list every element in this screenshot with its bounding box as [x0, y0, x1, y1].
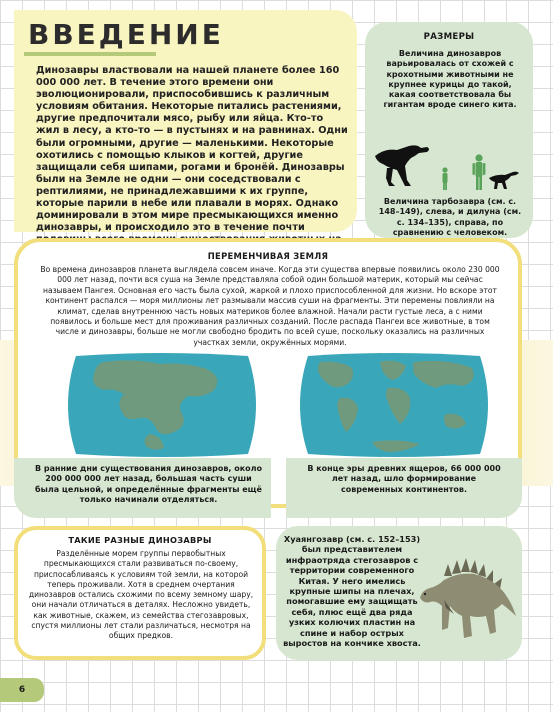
sizes-heading: РАЗМЕРЫ	[423, 32, 475, 42]
huayangosaurus-paragraph: Хуаянгозавр (см. с. 152–153) был представителем инфраотряда стегозавров с территории современного Китая. У него имелись крупные шипы на плечах, помогавшие ему защищать себя, плюс ещё два ряда узких колючих пластин на спине и набор острых выростов на кончике хвоста.	[283, 534, 421, 649]
human-silhouette	[473, 154, 486, 190]
human-silhouette	[442, 167, 447, 190]
huayangosaurus-panel	[276, 526, 522, 660]
tarbosaurus-silhouette	[375, 145, 429, 186]
dinosaur-body	[420, 574, 516, 638]
dinosaur-eye	[424, 593, 426, 595]
size-comparison-illustration	[371, 134, 527, 194]
changing-earth-heading: ПЕРЕМЕНЧИВАЯ ЗЕМЛЯ	[207, 251, 329, 261]
dilong-silhouette	[489, 172, 519, 189]
map-caption-left: В ранние дни существования динозавров, около 200 000 000 лет назад, большая часть суши была цельной, и определённые фрагменты ещё только начинали отделяться.	[14, 458, 271, 518]
pangea-map	[64, 352, 260, 458]
changing-earth-paragraph: Во времена динозавров планета выглядела совсем иначе. Когда эти существа впервые появились около 230 000 000 лет назад, почти вся суша на Земле представляла собой один большой материк, который мы сейчас называем Пангея. Основная его часть была сухой, жаркой и плохо приспособленной для жизни. Но вскоре этот континент распался — моря миллионы лет размывали массив суши на фрагменты. Эти перемены повлияли на климат, сделав внутреннюю часть новых материков более влажной. Начали расти густые леса, а с ними появилось и больше мест для проживания различных созданий. После распада Пангеи все животные, в том числе и динозавры, больше не могли свободно бродить по всей суше, поскольку оказались на различных участках земли, окружённых морями.	[40, 265, 500, 347]
intro-panel	[14, 10, 357, 232]
page-title: ВВЕДЕНИЕ	[24, 16, 234, 53]
sizes-caption: Величина тарбозавра (см. с. 148–149), слева, и дилуна (см. с. 134–135), справа, по сравнению с человеком.	[378, 197, 522, 237]
different-dinosaurs-heading: ТАКИЕ РАЗНЫЕ ДИНОЗАВРЫ	[68, 535, 212, 545]
huayangosaurus-illustration	[414, 536, 518, 648]
intro-paragraph: Динозавры властвовали на нашей планете более 160 000 000 лет. В течение этого времени они эволюционировали, приспособившись к различным условиям обитания. Некоторые питались растениями, другие предпочитали мясо, рыбу или яйца. Кто-то жил в лесу, а кто-то — в пустынях и на равнинах. Одни были огромными, другие — маленькими. Некоторые охотились с помощью клыков и когтей, другие защищали себя шипами, рогами и бронёй. Динозавры были на Земле не одни — они соседствовали с рептилиями, не принадлежавшими к их группе, которые парили в небе или плавали в морях. Однако доминировали в этом мире пресмыкающихся именно динозавры, и происходило это в течение почти	[36, 65, 348, 234]
page-number: 6	[0, 678, 44, 702]
map-caption-right: В конце эры древних ящеров, 66 000 000 лет назад, шло формирование современных континентов.	[286, 458, 522, 518]
different-dinosaurs-paragraph: Разделённые морем группы первобытных пресмыкающихся стали развиваться по-своему, приспосабливаясь к условиям той земли, на которой теперь проживали. Хотя в среднем очертания динозавров остались схожими по всему земному шару, они начали отличаться в деталях. Несложно увидеть, как животные, скажем, из семейства стегозавровых, спустя миллионы лет стали различаться, несмотря на общих предков.	[28, 549, 254, 641]
sizes-paragraph: Величина динозавров варьировалась от схожей с крохотными животными не крупнее курицы до такой, какая соответствовала бы гигантам вроде синего кита.	[383, 49, 517, 110]
different-dinosaurs-panel	[14, 526, 266, 660]
sizes-panel	[365, 22, 533, 238]
late-cretaceous-map	[296, 352, 492, 458]
